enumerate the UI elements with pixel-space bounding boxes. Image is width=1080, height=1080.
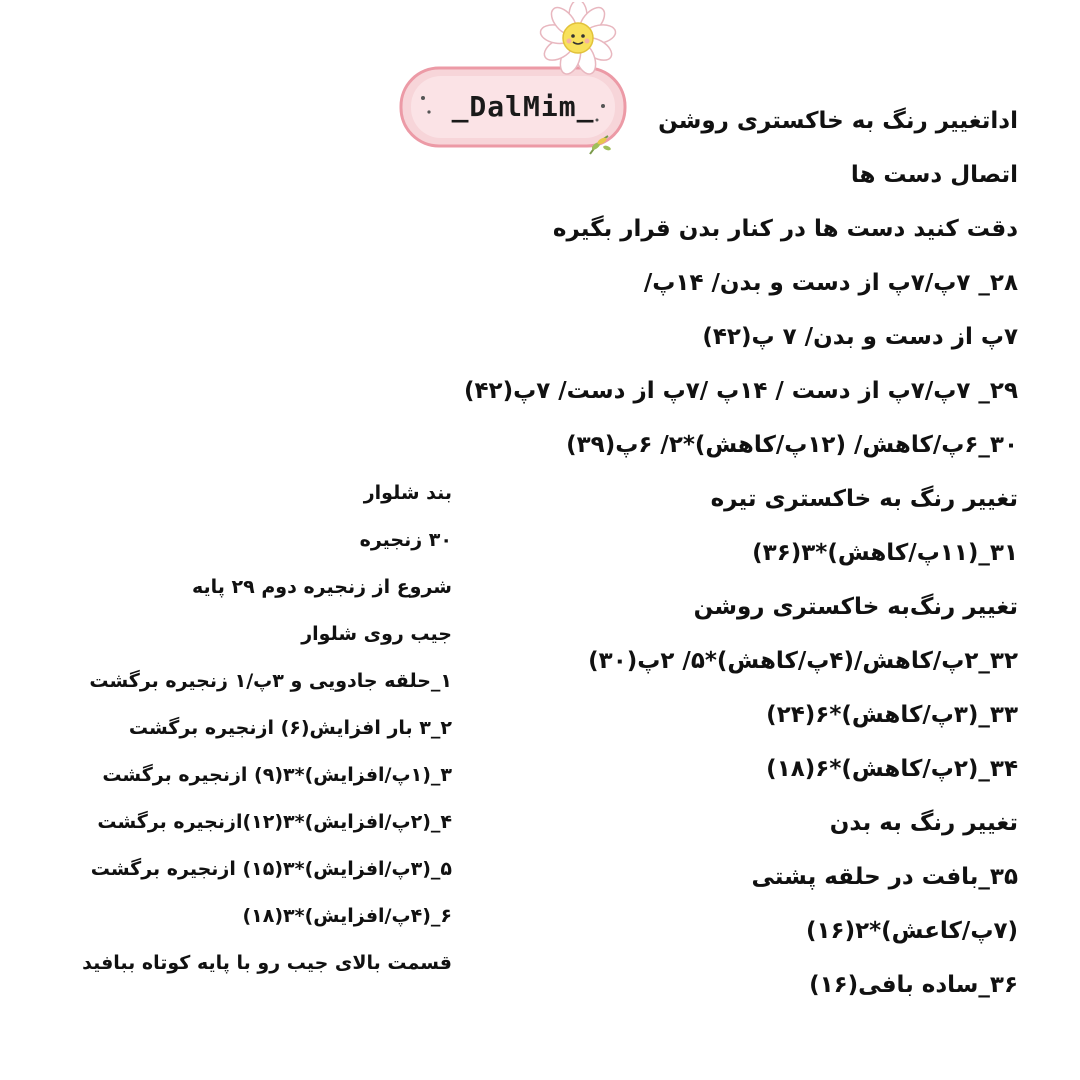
instruction-line: ۲۸_ ۷پ/۷پ از دست و بدن/ ۱۴پ/ <box>643 270 1018 296</box>
instruction-line: ۳۶_ساده بافی(۱۶) <box>809 972 1018 998</box>
instruction-line: ۳۰_۶پ/کاهش/ (۱۲پ/کاهش)*۲/ ۶پ(۳۹) <box>566 432 1018 458</box>
logo-text: _DalMim_ <box>451 90 595 123</box>
instruction-line: ۲_۳ بار افزایش(۶) ازنجیره برگشت <box>128 717 452 739</box>
instruction-line: قسمت بالای جیب رو با پایه کوتاه ببافید <box>82 952 452 974</box>
instruction-line: ۷پ از دست و بدن/ ۷ پ(۴۲) <box>702 324 1018 350</box>
instruction-line: تغییر رنگ به خاکستری تیره <box>710 486 1018 512</box>
instruction-line: (۷پ/کاعش)*۲(۱۶) <box>805 918 1018 944</box>
instructions-left-column <box>82 470 452 987</box>
instruction-line: شروع از زنجیره دوم ۲۹ پایه <box>192 576 452 598</box>
instruction-line: ۶_(۴پ/افزایش)*۳(۱۸) <box>242 905 452 927</box>
instruction-line: ۳۱_(۱۱پ/کاهش)*۳(۳۶) <box>752 540 1018 566</box>
instruction-line: ۲۹_ ۷پ/۷پ از دست / ۱۴پ /۷پ از دست/ ۷پ(۴۲) <box>464 378 1018 404</box>
instruction-line: ۴_(۲پ/افزایش)*۳(۱۲)ازنجیره برگشت <box>97 811 452 833</box>
instruction-line: ۳۰ زنجیره <box>359 529 452 551</box>
daisy-icon <box>539 2 617 77</box>
instructions-right-column <box>464 94 1018 1012</box>
instruction-line: اتصال دست ها <box>850 162 1018 188</box>
instruction-line: ۳۵_بافت در حلقه پشتی <box>751 864 1018 890</box>
instruction-line: اداتغییر رنگ به خاکستری روشن <box>658 108 1018 134</box>
instruction-line: ۱_حلقه جادویی و ۳پ/۱ زنجیره برگشت <box>89 670 452 692</box>
instruction-line: ۵_(۳پ/افزایش)*۳(۱۵) ازنجیره برگشت <box>90 858 452 880</box>
instruction-line: ۳۲_۲پ/کاهش/(۴پ/کاهش)*۵/ ۲پ(۳۰) <box>588 648 1018 674</box>
instruction-line: بند شلوار <box>363 482 452 504</box>
instruction-line: دقت کنید دست ها در کنار بدن قرار بگیره <box>552 216 1018 242</box>
instruction-line: تغییر رنگ‌به خاکستری روشن <box>693 594 1018 620</box>
instruction-line: ۳۳_(۳پ/کاهش)*۶(۲۴) <box>766 702 1018 728</box>
instruction-line: ۳_(۱پ/افزایش)*۳(۹) ازنجیره برگشت <box>102 764 452 786</box>
instruction-line: تغییر رنگ به بدن <box>829 810 1018 836</box>
instruction-line: جیب روی شلوار <box>301 623 452 645</box>
instruction-line: ۳۴_(۲پ/کاهش)*۶(۱۸) <box>766 756 1018 782</box>
